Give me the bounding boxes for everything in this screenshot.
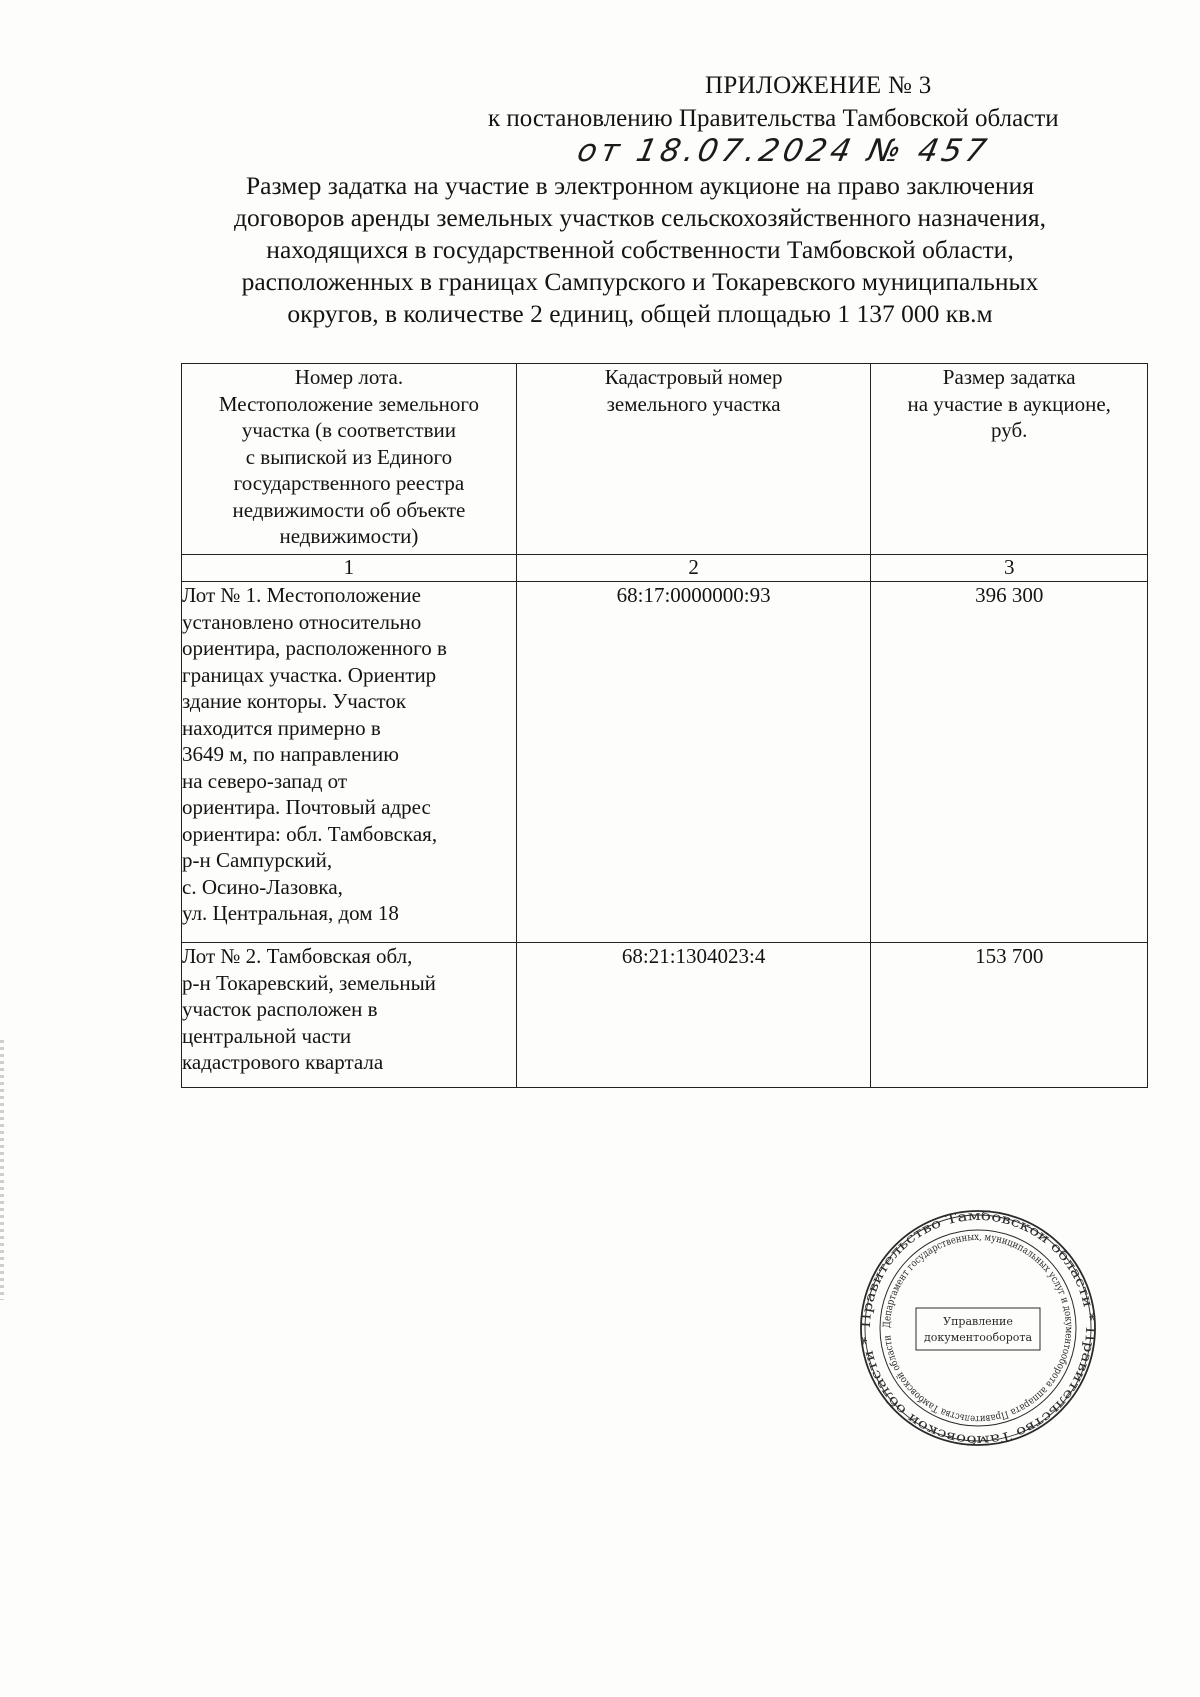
- lot-line: с. Осино-Лазовка,: [182, 874, 343, 899]
- appendix-subtitle: к постановлению Правительства Тамбовской области: [488, 105, 1059, 132]
- header-cadastral: [516, 364, 871, 555]
- header-line: Размер задатка: [942, 365, 1076, 389]
- header-line: Кадастровый номер: [604, 365, 783, 389]
- lot-line: ориентира: обл. Тамбовская,: [182, 821, 438, 846]
- seal-inner-text: Департамент государственных, муниципальных услуг и документооборота аппарата Правительства Тамбовской области: [881, 1231, 1075, 1425]
- header-location: [182, 364, 517, 555]
- heading-line: Размер задатка на участие в электронном аукционе на право заключения: [245, 171, 1035, 200]
- heading-line: округов, в количестве 2 единиц, общей площадью 1 137 000 кв.м: [287, 299, 993, 328]
- header-line: с выпиской из Единого: [245, 444, 453, 469]
- lot-line: р-н Сампурский,: [182, 848, 333, 872]
- column-number: 3: [871, 555, 1148, 582]
- header-line: недвижимости): [279, 524, 419, 548]
- lot-location: [182, 943, 517, 1088]
- heading-line: находящихся в государственной собственности Тамбовской области,: [266, 235, 1014, 264]
- cadastral-number: 68:21:1304023:4: [516, 943, 871, 1088]
- header-line: на участие в аукционе,: [907, 391, 1111, 416]
- lot-line: Лот № 2. Тамбовская обл,: [182, 944, 413, 968]
- scan-edge-artifact: [0, 1040, 4, 1300]
- lot-location: [182, 582, 517, 943]
- lot-line: находится примерно в: [182, 715, 381, 740]
- heading-line: расположенных в границах Сампурского и Токаревского муниципальных: [241, 267, 1039, 296]
- lot-line: ориентира, расположенного в: [182, 636, 447, 660]
- header-line: участка (в соответствии: [241, 418, 456, 442]
- column-number-row: [182, 555, 1148, 582]
- table-row: [182, 943, 1148, 1088]
- lot-line: установлено относительно: [182, 609, 422, 634]
- lot-line: ул. Центральная, дом 18: [182, 901, 399, 925]
- lot-line: 3649 м, по направлению: [182, 742, 399, 766]
- official-seal: [858, 1208, 1098, 1448]
- table-header-row: [182, 364, 1148, 555]
- lot-line: участок расположен в: [182, 997, 378, 1021]
- lot-line: на северо-запад от: [182, 768, 348, 793]
- lot-line: границах участка. Ориентир: [182, 662, 437, 687]
- lot-line: кадастрового квартала: [182, 1050, 384, 1074]
- lot-line: Лот № 1. Местоположение: [182, 583, 421, 607]
- deposit-amount: 396 300: [871, 582, 1148, 943]
- heading-line: договоров аренды земельных участков сельскохозяйственного назначения,: [233, 203, 1047, 232]
- lot-line: р-н Токаревский, земельный: [182, 970, 436, 995]
- handwritten-date-number: от 18.07.2024 № 457: [574, 133, 994, 169]
- header-line: руб.: [991, 418, 1028, 442]
- header-line: государственного реестра: [233, 471, 465, 495]
- lot-line: ориентира. Почтовый адрес: [182, 795, 431, 819]
- header-deposit: [871, 364, 1148, 555]
- header-line: Номер лота.: [294, 365, 404, 389]
- deposit-amount: 153 700: [871, 943, 1148, 1088]
- document-heading: [190, 170, 1090, 330]
- header-line: земельного участка: [606, 391, 781, 416]
- appendix-title: ПРИЛОЖЕНИЕ № 3: [705, 72, 932, 99]
- column-number: 1: [182, 555, 517, 582]
- seal-outer-text: Правительство Тамбовской области * Правительство Тамбовской области *: [858, 1208, 1098, 1448]
- lots-table: [181, 363, 1148, 1088]
- seal-center-line: документооборота: [923, 1331, 1033, 1344]
- seal-center-line: Управление: [943, 1315, 1013, 1328]
- header-line: недвижимости об объекте: [232, 497, 466, 522]
- cadastral-number: 68:17:0000000:93: [516, 582, 871, 943]
- lot-line: центральной части: [182, 1023, 352, 1048]
- table-row: [182, 582, 1148, 943]
- lot-line: здание конторы. Участок: [182, 689, 407, 713]
- header-line: Местоположение земельного: [218, 391, 479, 416]
- column-number: 2: [516, 555, 871, 582]
